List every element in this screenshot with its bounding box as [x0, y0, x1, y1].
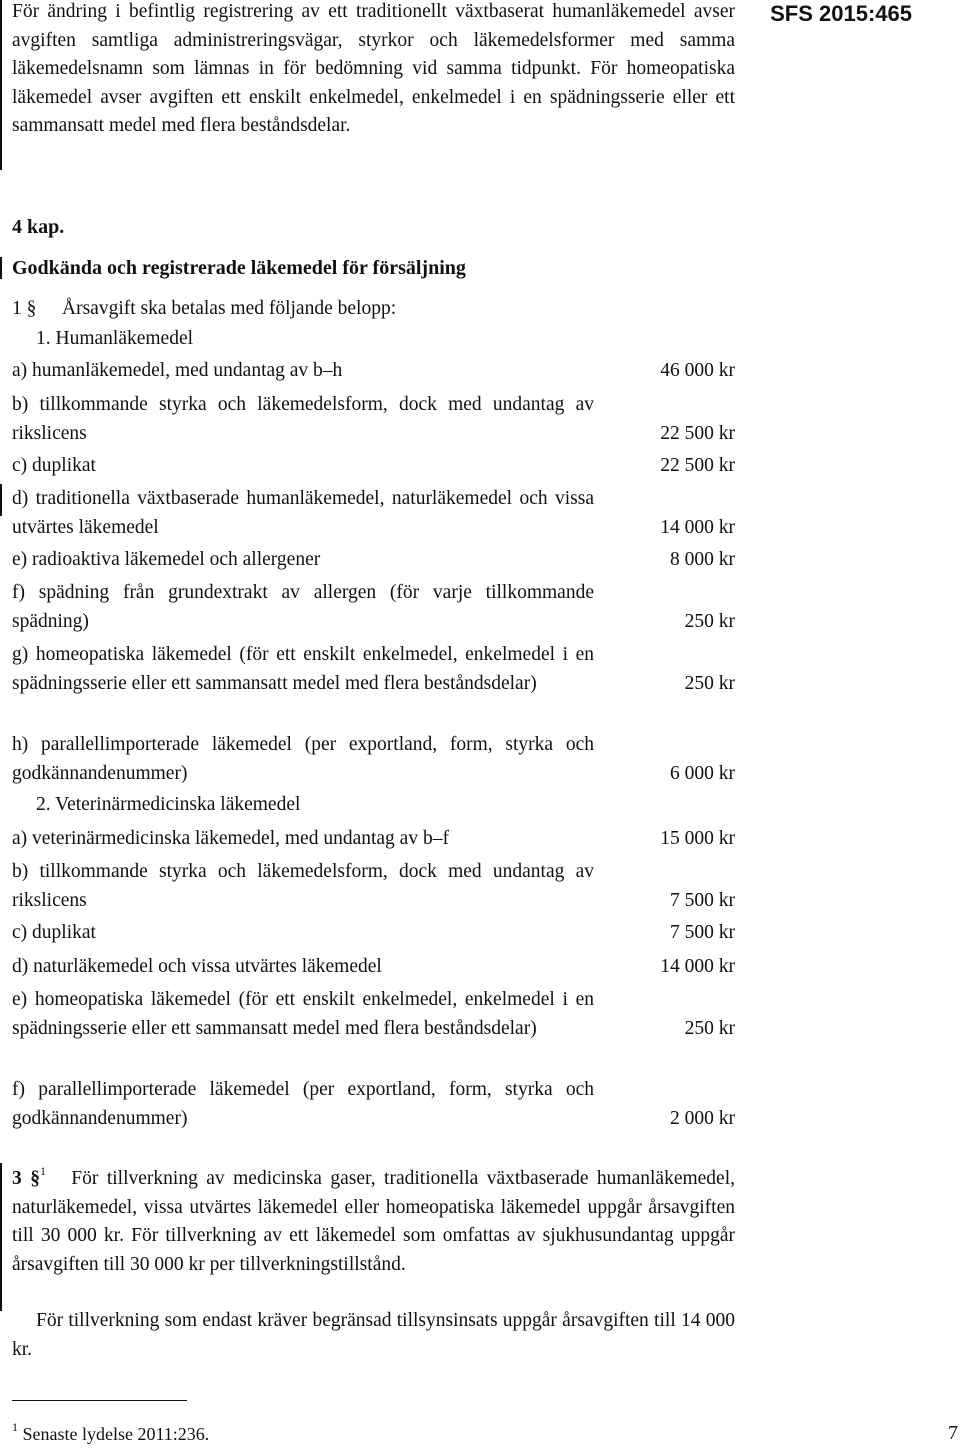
- fee-row: [12, 357, 735, 386]
- change-bar: [0, 1163, 2, 1311]
- fee-row: [12, 579, 735, 636]
- fee-row: [12, 452, 735, 481]
- fee-amount: 22 500 kr: [660, 455, 735, 476]
- fee-amount: 250 kr: [684, 672, 735, 694]
- fee-description: e) homeopatiska läkemedel (för ett enskilt enkelmedel, enkelmedel i en spädningsserie eller ett sammansatt medel med flera beståndsdelar): [12, 989, 594, 1039]
- footnote-divider: [12, 1400, 187, 1401]
- footnote-ref: 1: [39, 1163, 46, 1178]
- fee-description: a) humanläkemedel, med undantag av b–h: [12, 360, 343, 381]
- category-heading: 2. Veterinärmedicinska läkemedel: [36, 794, 301, 815]
- category-heading: 1. Humanläkemedel: [36, 328, 194, 349]
- fee-row: [12, 641, 735, 698]
- footnote-mark: 1: [12, 1420, 18, 1434]
- section-number: 3 §: [12, 1168, 40, 1189]
- fee-row: [12, 953, 735, 982]
- fee-row: [12, 858, 735, 915]
- footnote-text: Senaste lydelse 2011:236.: [22, 1424, 210, 1444]
- change-bar: [0, 484, 2, 516]
- fee-description: b) tillkommande styrka och läkemedelsform, dock med undantag av rikslicens: [12, 861, 594, 911]
- change-bar: [0, 0, 2, 170]
- fee-row: [12, 485, 735, 542]
- fee-amount: 7 500 kr: [670, 922, 735, 943]
- intro-paragraph: För ändring i befintlig registrering av ett traditionellt växtbaserat humanläkemedel avser avgiften samtliga administreringsvägar, styrkor och läkemedelsformer med samma läkemedelsnamn som lämnas in för bedömning vid samma tidpunkt. För homeopatiska läkemedel avser avgiften ett enskilt enkelmedel, enkelmedel i en spädningsserie eller ett sammansatt medel med flera beståndsdelar.: [12, 1, 735, 136]
- change-bar: [0, 257, 2, 279]
- fee-amount: 46 000 kr: [660, 360, 735, 381]
- section-number: 1 §: [12, 298, 37, 319]
- fee-row: [12, 825, 735, 854]
- fee-amount: 7 500 kr: [670, 889, 735, 911]
- fee-description: f) spädning från grundextrakt av allergen (för varje tillkommande spädning): [12, 582, 594, 632]
- fee-row: [12, 731, 735, 788]
- fee-description: f) parallellimporterade läkemedel (per exportland, form, styrka och godkännandenummer): [12, 1079, 594, 1129]
- fee-description: e) radioaktiva läkemedel och allergener: [12, 549, 321, 570]
- fee-amount: 250 kr: [684, 610, 735, 632]
- section-lead: Årsavgift ska betalas med följande belopp:: [62, 298, 397, 319]
- sfs-number: SFS 2015:465: [770, 1, 912, 26]
- fee-row: [12, 391, 735, 448]
- fee-amount: 14 000 kr: [660, 956, 735, 977]
- fee-amount: 250 kr: [684, 1017, 735, 1039]
- fee-description: g) homeopatiska läkemedel (för ett enskilt enkelmedel, enkelmedel i en spädningsserie eller ett sammansatt medel med flera beståndsdelar): [12, 644, 594, 694]
- fee-row: [12, 546, 735, 575]
- section-3-paragraph-2: För tillverkning som endast kräver begränsad tillsynsinsats uppgår årsavgiften till 14 000 kr.: [12, 1310, 735, 1360]
- fee-description: c) duplikat: [12, 455, 96, 476]
- section-3-text: För tillverkning av medicinska gaser, traditionella växtbaserade humanläkemedel, naturläkemedel, vissa utvärtes läkemedel eller homeopatiska läkemedel uppgår årsavgiften till 30 000 kr. För tillverkning av ett läkemedel som omfattas av sjukhusundantag uppgår årsavgiften till 30 000 kr per tillverkningstillstånd.: [12, 1168, 736, 1275]
- fee-amount: 14 000 kr: [660, 516, 735, 538]
- fee-row: [12, 919, 735, 948]
- fee-description: h) parallellimporterade läkemedel (per exportland, form, styrka och godkännandenummer): [12, 734, 594, 784]
- fee-amount: 22 500 kr: [660, 422, 735, 444]
- fee-description: a) veterinärmedicinska läkemedel, med undantag av b–f: [12, 828, 449, 849]
- fee-row: [12, 1076, 735, 1133]
- chapter-title: Godkända och registrerade läkemedel för försäljning: [12, 257, 466, 279]
- section-3: [12, 1165, 735, 1279]
- fee-description: d) traditionella växtbaserade humanläkemedel, naturläkemedel och vissa utvärtes läkemedel: [12, 488, 594, 538]
- fee-amount: 6 000 kr: [670, 762, 735, 784]
- fee-description: c) duplikat: [12, 922, 96, 943]
- chapter-number: 4 kap.: [12, 216, 65, 238]
- footnote: [12, 1420, 209, 1449]
- fee-amount: 2 000 kr: [670, 1107, 735, 1129]
- page-number: 7: [948, 1421, 958, 1444]
- fee-description: d) naturläkemedel och vissa utvärtes läkemedel: [12, 956, 382, 977]
- fee-amount: 8 000 kr: [670, 549, 735, 570]
- fee-description: b) tillkommande styrka och läkemedelsform, dock med undantag av rikslicens: [12, 394, 594, 444]
- fee-row: [12, 986, 735, 1043]
- fee-amount: 15 000 kr: [660, 828, 735, 849]
